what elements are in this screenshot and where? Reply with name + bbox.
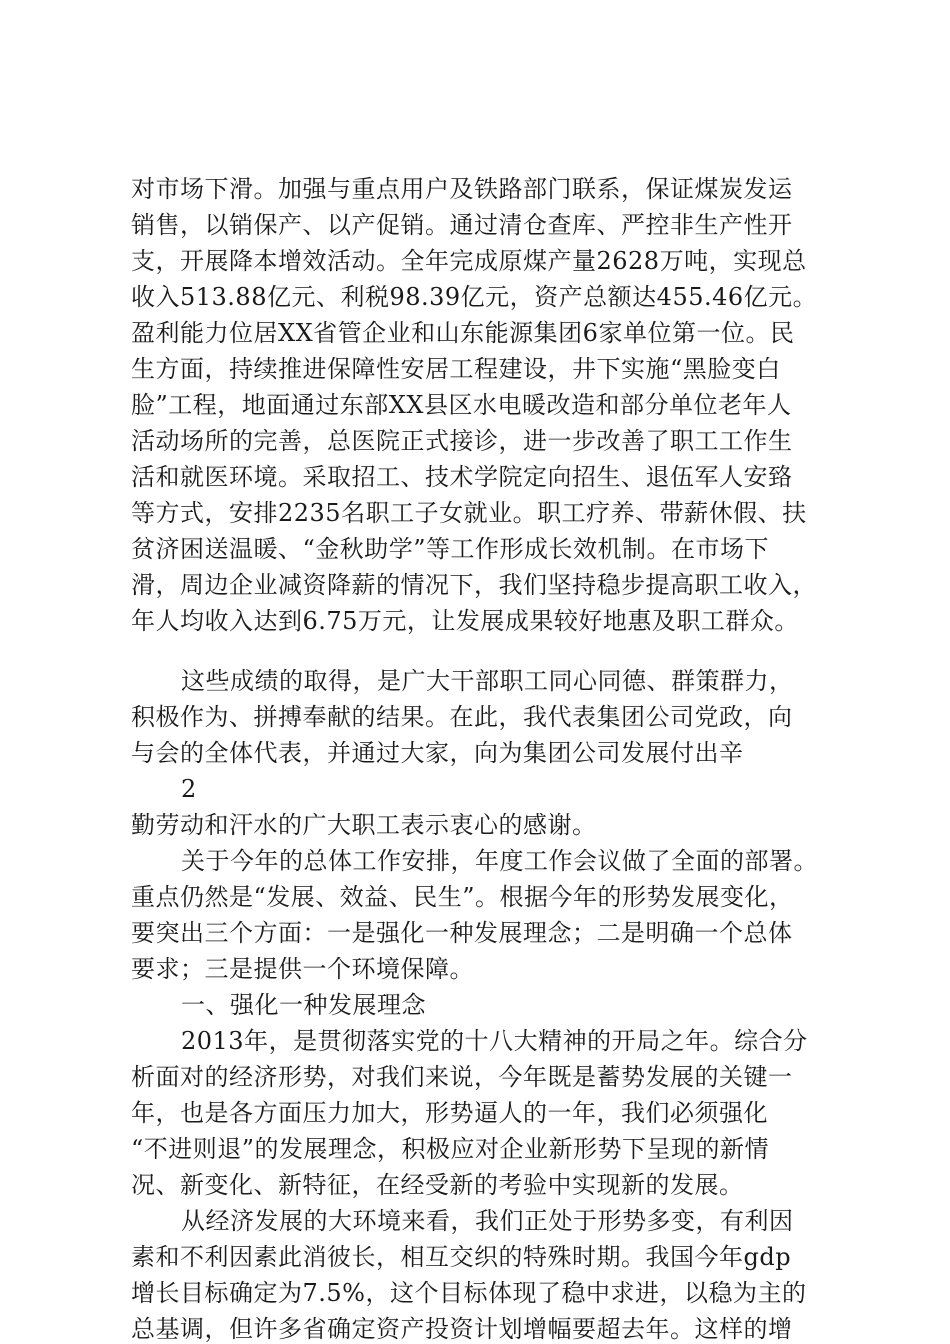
body-line: 活和就医环境。采取招工、技术学院定向招生、退伍军人安臵 <box>131 463 793 491</box>
body-line: 对市场下滑。加强与重点用户及铁路部门联系，保证煤炭发运 <box>131 175 793 203</box>
body-line: “不进则退”的发展理念，积极应对企业新形势下呈现的新情 <box>131 1135 770 1163</box>
body-line: 年，也是各方面压力加大，形势逼人的一年，我们必须强化 <box>131 1099 768 1127</box>
body-line: 素和不利因素此消彼长，相互交织的特殊时期。我国今年gdp <box>131 1243 792 1271</box>
body-line: 等方式，安排2235名职工子女就业。职工疗养、带薪休假、扶 <box>131 499 807 527</box>
body-line: 脸”工程，地面通过东部XX县区水电暖改造和部分单位老年人 <box>131 391 792 419</box>
body-line: 与会的全体代表，并通过大家，向为集团公司发展付出辛 <box>131 739 744 767</box>
body-line: 总基调，但许多省确定资产投资计划增幅要超去年。这样的增 <box>131 1315 793 1343</box>
body-line: 勤劳动和汗水的广大职工表示衷心的感谢。 <box>131 811 597 839</box>
body-line: 支，开展降本增效活动。全年完成原煤产量2628万吨，实现总 <box>131 247 807 275</box>
body-line: 活动场所的完善，总医院正式接诊，进一步改善了职工工作生 <box>131 427 793 455</box>
body-line: 从经济发展的大环境来看，我们正处于形势多变，有利因 <box>181 1207 794 1235</box>
body-line: 2013年，是贯彻落实党的十八大精神的开局之年。综合分 <box>181 1027 808 1055</box>
body-line: 要突出三个方面：一是强化一种发展理念；二是明确一个总体 <box>131 919 793 947</box>
body-line: 这些成绩的取得，是广大干部职工同心同德、群策群力， <box>181 667 794 695</box>
body-line: 生方面，持续推进保障性安居工程建设，井下实施“黑脸变白 <box>131 355 781 383</box>
body-line: 增长目标确定为7.5%，这个目标体现了稳中求进，以稳为主的 <box>131 1279 807 1307</box>
body-line: 贫济困送温暖、“金秋助学”等工作形成长效机制。在市场下 <box>131 535 770 563</box>
body-line: 销售，以销保产、以产促销。通过清仓查库、严控非生产性开 <box>131 211 793 239</box>
body-line: 年人均收入达到6.75万元，让发展成果较好地惠及职工群众。 <box>131 607 799 635</box>
body-line: 积极作为、拼搏奉献的结果。在此，我代表集团公司党政，向 <box>131 703 793 731</box>
body-line: 盈利能力位居XX省管企业和山东能源集团6家单位第一位。民 <box>131 319 795 347</box>
body-line: 滑，周边企业减资降薪的情况下，我们坚持稳步提高职工收入， <box>131 571 817 599</box>
body-line: 析面对的经济形势，对我们来说，今年既是蓄势发展的关键一 <box>131 1063 793 1091</box>
body-line: 收入513.88亿元、利税98.39亿元，资产总额达455.46亿元。 <box>131 283 818 311</box>
body-line: 要求；三是提供一个环境保障。 <box>131 955 474 983</box>
body-line: 重点仍然是“发展、效益、民生”。根据今年的形势发展变化， <box>131 883 794 911</box>
section-heading: 一、强化一种发展理念 <box>181 991 426 1019</box>
inline-page-number: 2 <box>181 775 197 803</box>
body-line: 关于今年的总体工作安排，年度工作会议做了全面的部署。 <box>181 847 818 875</box>
body-line: 况、新变化、新特征，在经受新的考验中实现新的发展。 <box>131 1171 744 1199</box>
